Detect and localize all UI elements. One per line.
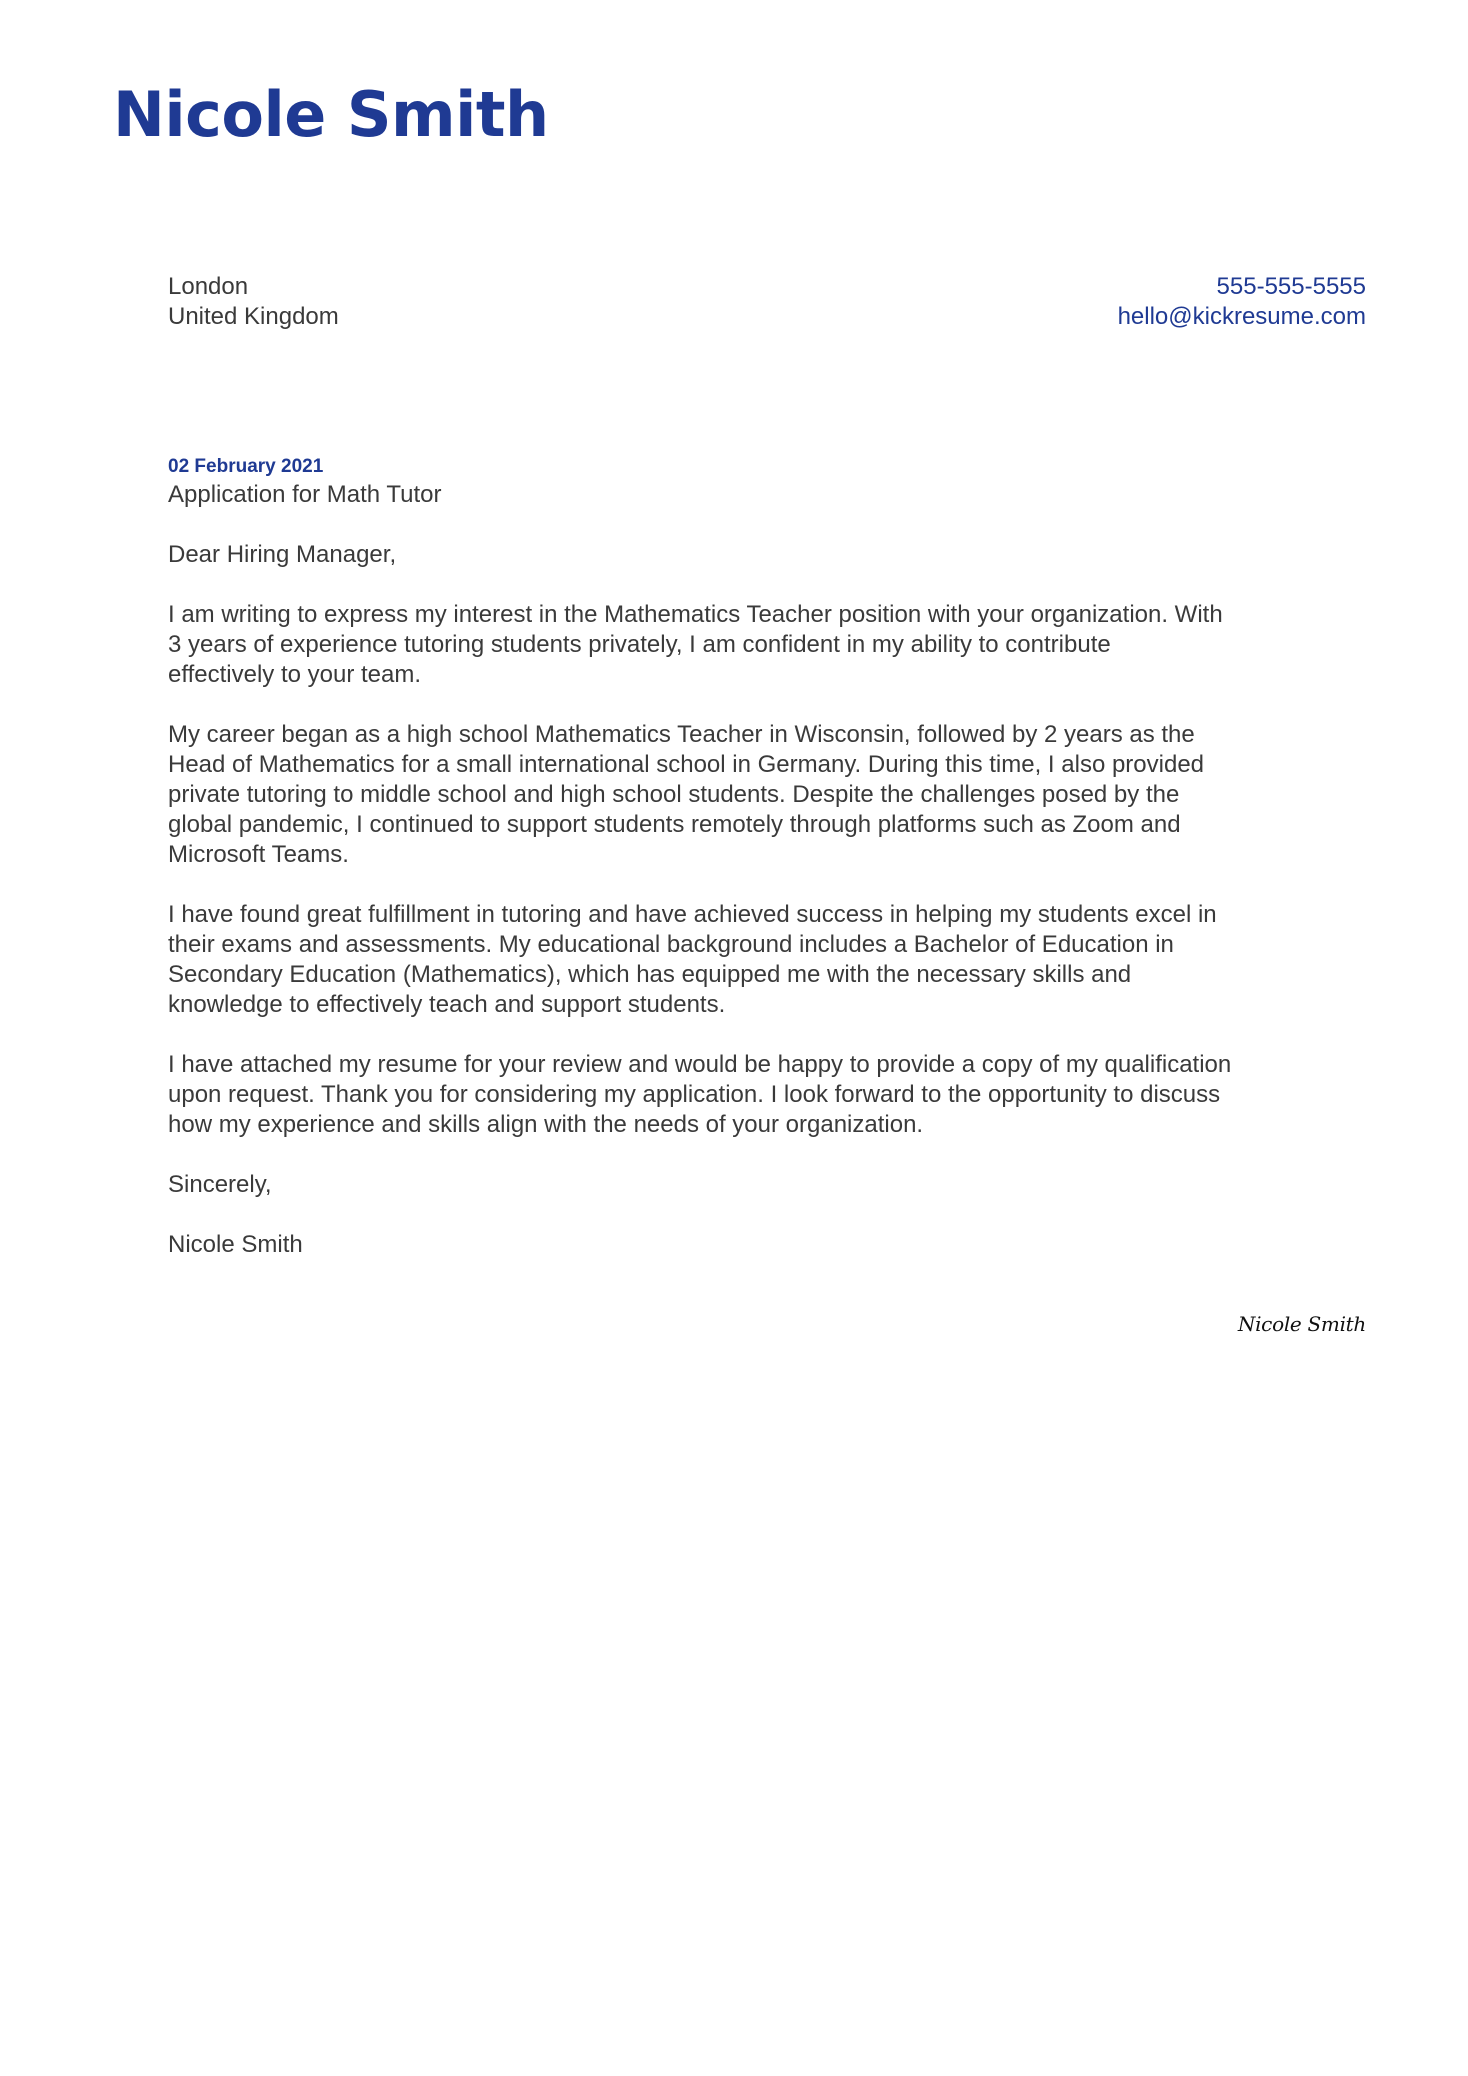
sender-contact [1118,272,1366,332]
letter-paragraph: I have attached my resume for your review and would be happy to provide a copy of my qualification upon request. Thank you for considering my application. I look forward to the opportunity to discuss how my experience and skills align with the needs of your organization. [168,1051,1232,1138]
letter-body [168,454,1368,1260]
sender-country: United Kingdom [168,303,339,330]
handwritten-signature: Nicole Smith [1237,1312,1366,1336]
letter-greeting: Dear Hiring Manager, [168,541,397,568]
letter-date: 02 February 2021 [168,456,324,477]
sender-phone: 555-555-5555 [1216,273,1366,300]
sender-email: hello@kickresume.com [1117,303,1366,330]
letter-paragraph: My career began as a high school Mathematics Teacher in Wisconsin, followed by 2 years as the Head of Mathematics for a small international school in Germany. During this time, I also provided private tutoring to middle school and high school students. Despite the challenges posed by the global pandemic, I continued to support students remotely through platforms such as Zoom and Microsoft Teams. [168,721,1205,868]
sender-address [168,272,339,332]
letter-subject: Application for Math Tutor [168,481,442,508]
letter-paragraph: I am writing to express my interest in the Mathematics Teacher position with your organization. With 3 years of experience tutoring students privately, I am confident in my ability to contribute effectively to your team. [168,601,1223,688]
page-title: Nicole Smith [113,78,549,151]
sender-city: London [168,273,249,300]
letter-sign-name: Nicole Smith [168,1231,303,1258]
letter-paragraph: I have found great fulfillment in tutoring and have achieved success in helping my students excel in their exams and assessments. My educational background includes a Bachelor of Education in Secondary Education (Mathematics), which has equipped me with the necessary skills and knowledge to effectively teach and support students. [168,901,1217,1018]
letter-closing: Sincerely, [168,1171,272,1198]
